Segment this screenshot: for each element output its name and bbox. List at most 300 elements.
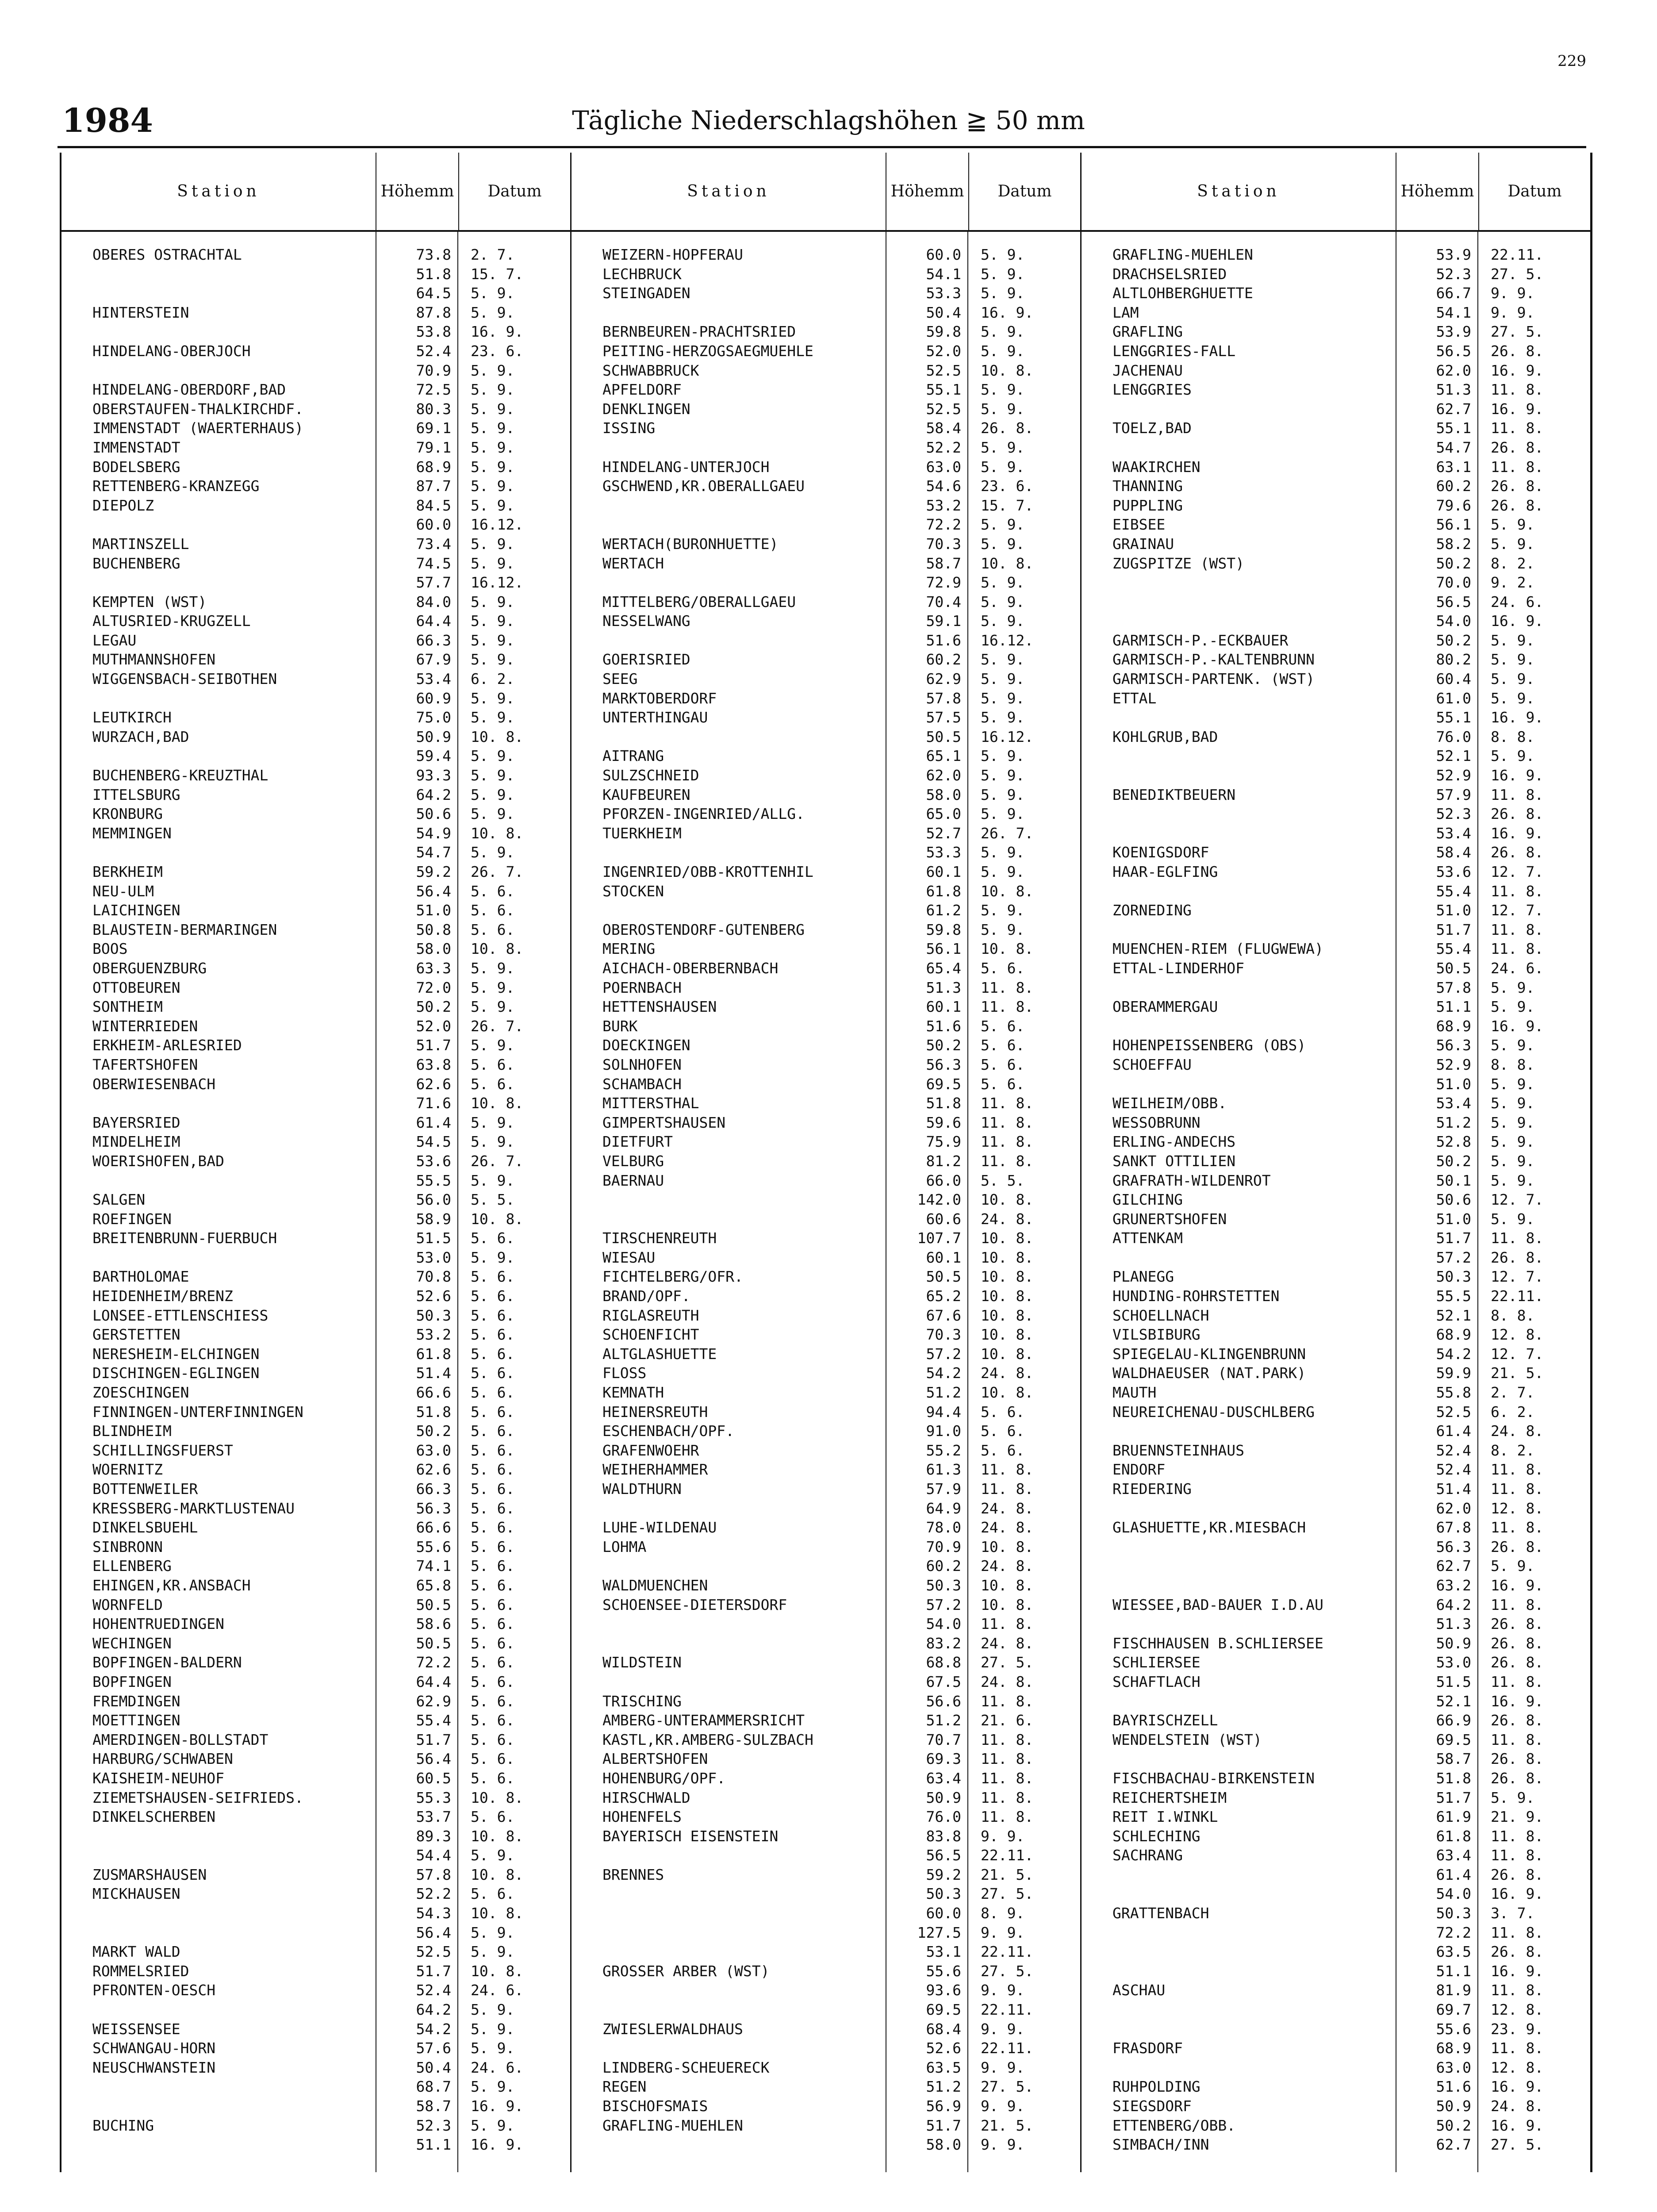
date-cell: 10. 8. bbox=[981, 1326, 1034, 1344]
height-cell: 55.1 bbox=[926, 381, 961, 399]
height-cell: 55.5 bbox=[1436, 1287, 1471, 1305]
date-cell: 16. 9. bbox=[1491, 2078, 1544, 2096]
station-cell: DINKELSCHERBEN bbox=[92, 1808, 216, 1826]
height-cell: 75.0 bbox=[416, 709, 451, 726]
table-row bbox=[1082, 496, 1590, 515]
height-cell: 81.2 bbox=[926, 1152, 961, 1170]
height-cell: 66.3 bbox=[416, 631, 451, 649]
height-cell: 70.3 bbox=[926, 1326, 961, 1344]
station-cell bbox=[1082, 708, 1396, 727]
table-row bbox=[1082, 1344, 1590, 1364]
date-cell: 10. 8. bbox=[981, 1191, 1034, 1209]
table-row bbox=[572, 766, 1080, 785]
date-cell: 5. 9. bbox=[471, 1847, 515, 1864]
table-row bbox=[61, 1055, 570, 1075]
height-cell: 142.0 bbox=[917, 1191, 961, 1209]
station-cell: ERKHEIM-ARLESRIED bbox=[92, 1037, 242, 1054]
station-cell: DRACHSELSRIED bbox=[1112, 265, 1227, 283]
height-cell: 58.4 bbox=[926, 419, 961, 437]
date-cell: 16.12. bbox=[981, 631, 1034, 649]
date-cell: 5. 9. bbox=[471, 496, 515, 514]
table-row bbox=[572, 708, 1080, 727]
station-cell: WAAKIRCHEN bbox=[1112, 458, 1201, 476]
date-cell: 16. 9. bbox=[1491, 1692, 1544, 1710]
table-row bbox=[572, 515, 1080, 534]
table-row bbox=[1082, 2116, 1590, 2135]
table-row bbox=[1082, 1363, 1590, 1383]
station-cell bbox=[61, 1171, 376, 1190]
station-cell bbox=[61, 1923, 376, 1943]
station-cell: WEILHEIM/OBB. bbox=[1112, 1094, 1227, 1112]
date-cell: 5. 5. bbox=[981, 1171, 1025, 1189]
date-cell: 5. 9. bbox=[471, 767, 515, 784]
table-row bbox=[61, 419, 570, 438]
height-cell: 51.7 bbox=[416, 1731, 451, 1748]
table-row bbox=[1082, 1055, 1590, 1075]
table-row bbox=[61, 1827, 570, 1846]
table-row bbox=[61, 1132, 570, 1152]
height-cell: 63.1 bbox=[1436, 458, 1471, 476]
date-cell: 26. 8. bbox=[1491, 342, 1544, 360]
station-cell: BREITENBRUNN-FUERBUCH bbox=[92, 1229, 277, 1247]
header-height bbox=[886, 153, 969, 230]
table-row bbox=[61, 2077, 570, 2097]
page-title: Tägliche Niederschlagshöhen ≧ 50 mm bbox=[572, 105, 1085, 135]
date-cell: 5. 9. bbox=[471, 689, 515, 707]
date-cell: 5. 9. bbox=[471, 284, 515, 302]
station-cell: SCHOENFICHT bbox=[602, 1326, 699, 1344]
height-cell: 51.3 bbox=[926, 979, 961, 996]
table-row bbox=[61, 592, 570, 612]
table-row bbox=[572, 284, 1080, 303]
date-cell: 5. 9. bbox=[981, 651, 1025, 668]
station-cell bbox=[572, 1614, 886, 1634]
height-cell: 55.4 bbox=[1436, 940, 1471, 958]
station-cell: PLANEGG bbox=[1112, 1268, 1174, 1286]
date-cell: 27. 5. bbox=[981, 1654, 1034, 1671]
station-cell: GRATTENBACH bbox=[1112, 1905, 1209, 1922]
height-cell: 59.4 bbox=[416, 747, 451, 765]
date-cell: 16. 9. bbox=[471, 2136, 524, 2154]
height-cell: 71.6 bbox=[416, 1094, 451, 1112]
date-cell: 10. 8. bbox=[981, 940, 1034, 958]
date-cell: 11. 8. bbox=[1491, 786, 1544, 803]
station-cell bbox=[1082, 1962, 1396, 1981]
table-row bbox=[1082, 1923, 1590, 1943]
date-cell: 16. 9. bbox=[1491, 1962, 1544, 1980]
date-cell: 5. 6. bbox=[471, 1673, 515, 1690]
table-row bbox=[61, 496, 570, 515]
date-cell: 5. 5. bbox=[471, 1191, 515, 1209]
station-cell: MEMMINGEN bbox=[92, 824, 172, 842]
station-cell: BAYRISCHZELL bbox=[1112, 1712, 1218, 1729]
date-cell: 9. 9. bbox=[1491, 284, 1535, 302]
table-row bbox=[1082, 727, 1590, 747]
station-cell bbox=[61, 515, 376, 534]
station-cell: MARKT WALD bbox=[92, 1943, 180, 1961]
date-cell: 10. 8. bbox=[471, 1789, 524, 1806]
table-row bbox=[61, 399, 570, 419]
station-cell bbox=[572, 1210, 886, 1229]
station-cell bbox=[61, 746, 376, 766]
table-row bbox=[1082, 1962, 1590, 1981]
station-cell: RETTENBERG-KRANZEGG bbox=[92, 477, 260, 495]
height-cell: 50.3 bbox=[926, 1885, 961, 1903]
height-cell: 51.8 bbox=[416, 265, 451, 283]
table-row bbox=[1082, 1556, 1590, 1576]
station-cell: JACHENAU bbox=[1112, 361, 1183, 379]
table-panel-1 bbox=[61, 153, 572, 2172]
station-cell: SCHLIERSEE bbox=[1112, 1654, 1201, 1671]
date-cell: 11. 8. bbox=[1491, 381, 1544, 399]
date-cell: 10. 8. bbox=[471, 1094, 524, 1112]
station-cell: SCHOENSEE-DIETERSDORF bbox=[602, 1596, 787, 1613]
table-row bbox=[572, 978, 1080, 998]
station-cell: ETTAL-LINDERHOF bbox=[1112, 959, 1245, 977]
station-cell: HARBURG/SCHWABEN bbox=[92, 1750, 233, 1768]
table-row bbox=[1082, 245, 1590, 265]
date-cell: 5. 6. bbox=[471, 1615, 515, 1633]
station-cell bbox=[572, 1846, 886, 1865]
header-height-line1: Höhe bbox=[380, 182, 424, 200]
height-cell: 58.9 bbox=[416, 1210, 451, 1228]
table-row bbox=[61, 1267, 570, 1286]
height-cell: 75.9 bbox=[926, 1133, 961, 1151]
date-cell: 5. 9. bbox=[981, 265, 1025, 283]
table-row bbox=[1082, 1075, 1590, 1094]
station-cell: ZUSMARSHAUSEN bbox=[92, 1866, 207, 1883]
date-cell: 5. 9. bbox=[471, 1943, 515, 1961]
height-cell: 60.0 bbox=[416, 516, 451, 534]
table-row bbox=[1082, 1113, 1590, 1133]
table-row bbox=[61, 611, 570, 631]
header-height-line2: mm bbox=[424, 182, 454, 200]
header-height bbox=[1396, 153, 1479, 230]
table-row bbox=[572, 1383, 1080, 1402]
table-row bbox=[1082, 689, 1590, 708]
station-cell: GARMISCH-P.-ECKBAUER bbox=[1112, 631, 1289, 649]
date-cell: 5. 6. bbox=[471, 1480, 515, 1498]
height-cell: 53.4 bbox=[416, 670, 451, 688]
table-row bbox=[572, 804, 1080, 824]
height-cell: 50.5 bbox=[416, 1634, 451, 1652]
station-cell: SINBRONN bbox=[92, 1538, 163, 1555]
table-row bbox=[572, 1344, 1080, 1364]
height-cell: 51.2 bbox=[926, 2078, 961, 2096]
station-cell: SIMBACH/INN bbox=[1112, 2136, 1209, 2154]
date-cell: 9. 9. bbox=[981, 2136, 1025, 2154]
height-cell: 127.5 bbox=[917, 1924, 961, 1941]
station-cell bbox=[1082, 882, 1396, 901]
date-cell: 5. 9. bbox=[471, 612, 515, 630]
height-cell: 58.4 bbox=[1436, 844, 1471, 861]
station-cell: LINDBERG-SCHEUERECK bbox=[602, 2058, 770, 2076]
height-cell: 56.1 bbox=[926, 940, 961, 958]
station-cell: BENEDIKTBEUERN bbox=[1112, 786, 1236, 803]
date-cell: 5. 6. bbox=[471, 1519, 515, 1536]
table-row bbox=[1082, 303, 1590, 323]
station-cell: SCHLECHING bbox=[1112, 1827, 1201, 1845]
date-cell: 5. 9. bbox=[471, 1133, 515, 1151]
height-cell: 62.7 bbox=[1436, 1557, 1471, 1575]
height-cell: 52.4 bbox=[1436, 1441, 1471, 1459]
height-cell: 52.4 bbox=[416, 342, 451, 360]
station-cell: ROEFINGEN bbox=[92, 1210, 172, 1228]
height-cell: 63.4 bbox=[1436, 1847, 1471, 1864]
height-cell: 64.2 bbox=[416, 2001, 451, 2019]
station-cell bbox=[1082, 2020, 1396, 2039]
table-row bbox=[61, 882, 570, 901]
height-cell: 66.6 bbox=[416, 1519, 451, 1536]
height-cell: 55.4 bbox=[416, 1712, 451, 1729]
station-cell bbox=[1082, 804, 1396, 824]
date-cell: 5. 9. bbox=[981, 593, 1025, 611]
table-row bbox=[572, 1248, 1080, 1267]
table-row bbox=[1082, 939, 1590, 959]
station-cell bbox=[1082, 1556, 1396, 1576]
date-cell: 5. 9. bbox=[471, 2116, 515, 2134]
height-cell: 58.0 bbox=[926, 2136, 961, 2154]
height-cell: 60.6 bbox=[926, 1210, 961, 1228]
table-row bbox=[572, 322, 1080, 342]
station-cell: GRAFENWOEHR bbox=[602, 1441, 699, 1459]
station-cell: WESSOBRUNN bbox=[1112, 1114, 1201, 1131]
station-cell: GRAFLING-MUEHLEN bbox=[1112, 246, 1253, 263]
date-cell: 12. 8. bbox=[1491, 1499, 1544, 1517]
table-row bbox=[1082, 631, 1590, 650]
height-cell: 63.5 bbox=[926, 2058, 961, 2076]
date-cell: 10. 8. bbox=[471, 728, 524, 745]
station-cell: SULZSCHNEID bbox=[602, 767, 699, 784]
table-row bbox=[572, 1923, 1080, 1943]
station-cell: DIETFURT bbox=[602, 1133, 673, 1151]
date-cell: 11. 8. bbox=[1491, 1731, 1544, 1748]
station-cell bbox=[572, 573, 886, 592]
date-cell: 26. 8. bbox=[981, 419, 1034, 437]
table-row bbox=[1082, 1479, 1590, 1499]
station-cell bbox=[61, 689, 376, 708]
height-cell: 51.0 bbox=[1436, 1210, 1471, 1228]
table-row bbox=[1082, 1171, 1590, 1190]
height-cell: 56.3 bbox=[1436, 1037, 1471, 1054]
station-cell bbox=[1082, 1248, 1396, 1267]
table-row bbox=[61, 862, 570, 882]
station-cell bbox=[572, 2039, 886, 2058]
table-row bbox=[572, 824, 1080, 843]
table-row bbox=[1082, 2020, 1590, 2039]
station-cell: ROMMELSRIED bbox=[92, 1962, 189, 1980]
height-cell: 57.2 bbox=[1436, 1248, 1471, 1266]
table-row bbox=[61, 1113, 570, 1133]
height-cell: 65.1 bbox=[926, 747, 961, 765]
table-row bbox=[572, 611, 1080, 631]
date-cell: 5. 9. bbox=[1491, 1075, 1535, 1093]
height-cell: 64.4 bbox=[416, 1673, 451, 1690]
station-cell: LAICHINGEN bbox=[92, 902, 180, 919]
table-row bbox=[1082, 843, 1590, 862]
station-cell: WORNFELD bbox=[92, 1596, 163, 1613]
table-row bbox=[61, 1595, 570, 1615]
table-row bbox=[1082, 1460, 1590, 1479]
station-cell: WIESSEE,BAD-BAUER I.D.AU bbox=[1112, 1596, 1323, 1613]
station-cell: WEIHERHAMMER bbox=[602, 1461, 708, 1479]
station-cell: GIMPERTSHAUSEN bbox=[602, 1114, 726, 1131]
date-cell: 16. 9. bbox=[1491, 2116, 1544, 2134]
date-cell: 11. 8. bbox=[981, 1789, 1034, 1806]
height-cell: 53.8 bbox=[416, 323, 451, 341]
table-row bbox=[1082, 1614, 1590, 1634]
date-cell: 5. 9. bbox=[981, 381, 1025, 399]
height-cell: 59.8 bbox=[926, 323, 961, 341]
date-cell: 16. 9. bbox=[1491, 1885, 1544, 1903]
height-cell: 51.8 bbox=[926, 1094, 961, 1112]
station-cell: MINDELHEIM bbox=[92, 1133, 180, 1151]
table-row bbox=[61, 2097, 570, 2116]
date-cell: 12. 8. bbox=[1491, 2001, 1544, 2019]
date-cell: 5. 9. bbox=[471, 959, 515, 977]
station-cell: FISCHHAUSEN B.SCHLIERSEE bbox=[1112, 1634, 1323, 1652]
station-cell: GARMISCH-PARTENK. (WST) bbox=[1112, 670, 1315, 688]
height-cell: 89.3 bbox=[416, 1827, 451, 1845]
date-cell: 5. 9. bbox=[471, 2001, 515, 2019]
table-row bbox=[61, 1672, 570, 1692]
table-row bbox=[572, 1962, 1080, 1981]
table-row bbox=[61, 1499, 570, 1518]
station-cell bbox=[572, 1923, 886, 1943]
station-cell: BARTHOLOMAE bbox=[92, 1268, 189, 1286]
height-cell: 60.2 bbox=[926, 1557, 961, 1575]
date-cell: 5. 6. bbox=[471, 1654, 515, 1671]
date-cell: 5. 6. bbox=[471, 1345, 515, 1363]
height-cell: 66.9 bbox=[1436, 1712, 1471, 1729]
table-row bbox=[572, 1036, 1080, 1055]
height-cell: 56.6 bbox=[926, 1692, 961, 1710]
station-cell: MOETTINGEN bbox=[92, 1712, 180, 1729]
date-cell: 5. 9. bbox=[981, 246, 1025, 263]
station-cell bbox=[572, 1904, 886, 1923]
height-cell: 72.0 bbox=[416, 979, 451, 996]
table-row bbox=[572, 631, 1080, 650]
table-row bbox=[61, 1556, 570, 1576]
station-cell bbox=[1082, 1576, 1396, 1595]
table-row bbox=[1082, 2077, 1590, 2097]
table-row bbox=[1082, 901, 1590, 920]
station-cell: KEMNATH bbox=[602, 1384, 664, 1402]
height-cell: 60.9 bbox=[416, 689, 451, 707]
height-cell: 64.5 bbox=[416, 284, 451, 302]
date-cell: 5. 6. bbox=[981, 1056, 1025, 1073]
table-row bbox=[1082, 920, 1590, 940]
height-cell: 52.9 bbox=[1436, 767, 1471, 784]
date-cell: 5. 9. bbox=[981, 284, 1025, 302]
height-cell: 50.4 bbox=[926, 303, 961, 321]
station-cell: LEGAU bbox=[92, 631, 137, 649]
date-cell: 24. 8. bbox=[1491, 1422, 1544, 1440]
station-cell: SALGEN bbox=[92, 1191, 146, 1209]
date-cell: 2. 7. bbox=[471, 246, 515, 263]
height-cell: 58.7 bbox=[926, 554, 961, 572]
station-cell: STEINGADEN bbox=[602, 284, 690, 302]
table-row bbox=[1082, 1267, 1590, 1286]
station-cell: TRISCHING bbox=[602, 1692, 682, 1710]
table-row bbox=[1082, 1634, 1590, 1653]
date-cell: 5. 9. bbox=[981, 612, 1025, 630]
table-row bbox=[61, 1017, 570, 1036]
station-cell: LENGGRIES bbox=[1112, 381, 1192, 399]
table-row bbox=[572, 1672, 1080, 1692]
table-row bbox=[61, 1286, 570, 1306]
date-cell: 26. 8. bbox=[1491, 496, 1544, 514]
date-cell: 5. 6. bbox=[471, 1557, 515, 1575]
station-cell bbox=[572, 438, 886, 457]
height-cell: 73.8 bbox=[416, 246, 451, 263]
date-cell: 5. 9. bbox=[1491, 1114, 1535, 1131]
table-row bbox=[572, 1614, 1080, 1634]
header-height-line1: Höhe bbox=[1400, 182, 1444, 200]
height-cell: 54.0 bbox=[1436, 1885, 1471, 1903]
station-cell: ASCHAU bbox=[1112, 1982, 1166, 1999]
height-cell: 69.7 bbox=[1436, 2001, 1471, 2019]
station-cell: SONTHEIM bbox=[92, 998, 163, 1016]
station-cell: HEINERSREUTH bbox=[602, 1403, 708, 1421]
table-row bbox=[1082, 1518, 1590, 1537]
table-row bbox=[572, 1479, 1080, 1499]
date-cell: 5. 9. bbox=[981, 863, 1025, 880]
table-row bbox=[1082, 592, 1590, 612]
table-panel-3 bbox=[1082, 153, 1590, 2172]
height-cell: 50.4 bbox=[416, 2058, 451, 2076]
height-cell: 68.9 bbox=[1436, 2039, 1471, 2057]
date-cell: 16. 9. bbox=[1491, 1576, 1544, 1594]
date-cell: 16. 9. bbox=[1491, 824, 1544, 842]
height-cell: 64.2 bbox=[416, 786, 451, 803]
station-cell: MITTERSTHAL bbox=[602, 1094, 699, 1112]
table-row bbox=[61, 245, 570, 265]
table-row bbox=[572, 1942, 1080, 1962]
height-cell: 59.2 bbox=[926, 1866, 961, 1883]
date-cell: 5. 6. bbox=[471, 1750, 515, 1768]
table-row bbox=[1082, 708, 1590, 727]
table-row bbox=[572, 476, 1080, 496]
station-cell: BISCHOFSMAIS bbox=[602, 2097, 708, 2115]
station-cell bbox=[1082, 766, 1396, 785]
date-cell: 24. 8. bbox=[981, 1634, 1034, 1652]
station-cell: LUHE-WILDENAU bbox=[602, 1519, 717, 1536]
table-row bbox=[1082, 457, 1590, 477]
table-row bbox=[1082, 785, 1590, 805]
station-cell: BLINDHEIM bbox=[92, 1422, 172, 1440]
height-cell: 62.0 bbox=[1436, 361, 1471, 379]
height-cell: 63.8 bbox=[416, 1056, 451, 1073]
date-cell: 11. 8. bbox=[1491, 458, 1544, 476]
date-cell: 15. 7. bbox=[471, 265, 524, 283]
table-row bbox=[572, 2039, 1080, 2058]
date-cell: 6. 2. bbox=[471, 670, 515, 688]
station-cell bbox=[1082, 920, 1396, 940]
height-cell: 59.9 bbox=[1436, 1364, 1471, 1382]
table-row bbox=[61, 1210, 570, 1229]
date-cell: 11. 8. bbox=[981, 998, 1034, 1016]
date-cell: 16. 9. bbox=[1491, 361, 1544, 379]
station-cell bbox=[61, 284, 376, 303]
table-row bbox=[1082, 1711, 1590, 1730]
table-row bbox=[61, 303, 570, 323]
table-row bbox=[61, 1152, 570, 1171]
height-cell: 51.1 bbox=[416, 2136, 451, 2154]
station-cell: DENKLINGEN bbox=[602, 400, 690, 418]
table-row bbox=[61, 746, 570, 766]
date-cell: 27. 5. bbox=[1491, 2136, 1544, 2154]
